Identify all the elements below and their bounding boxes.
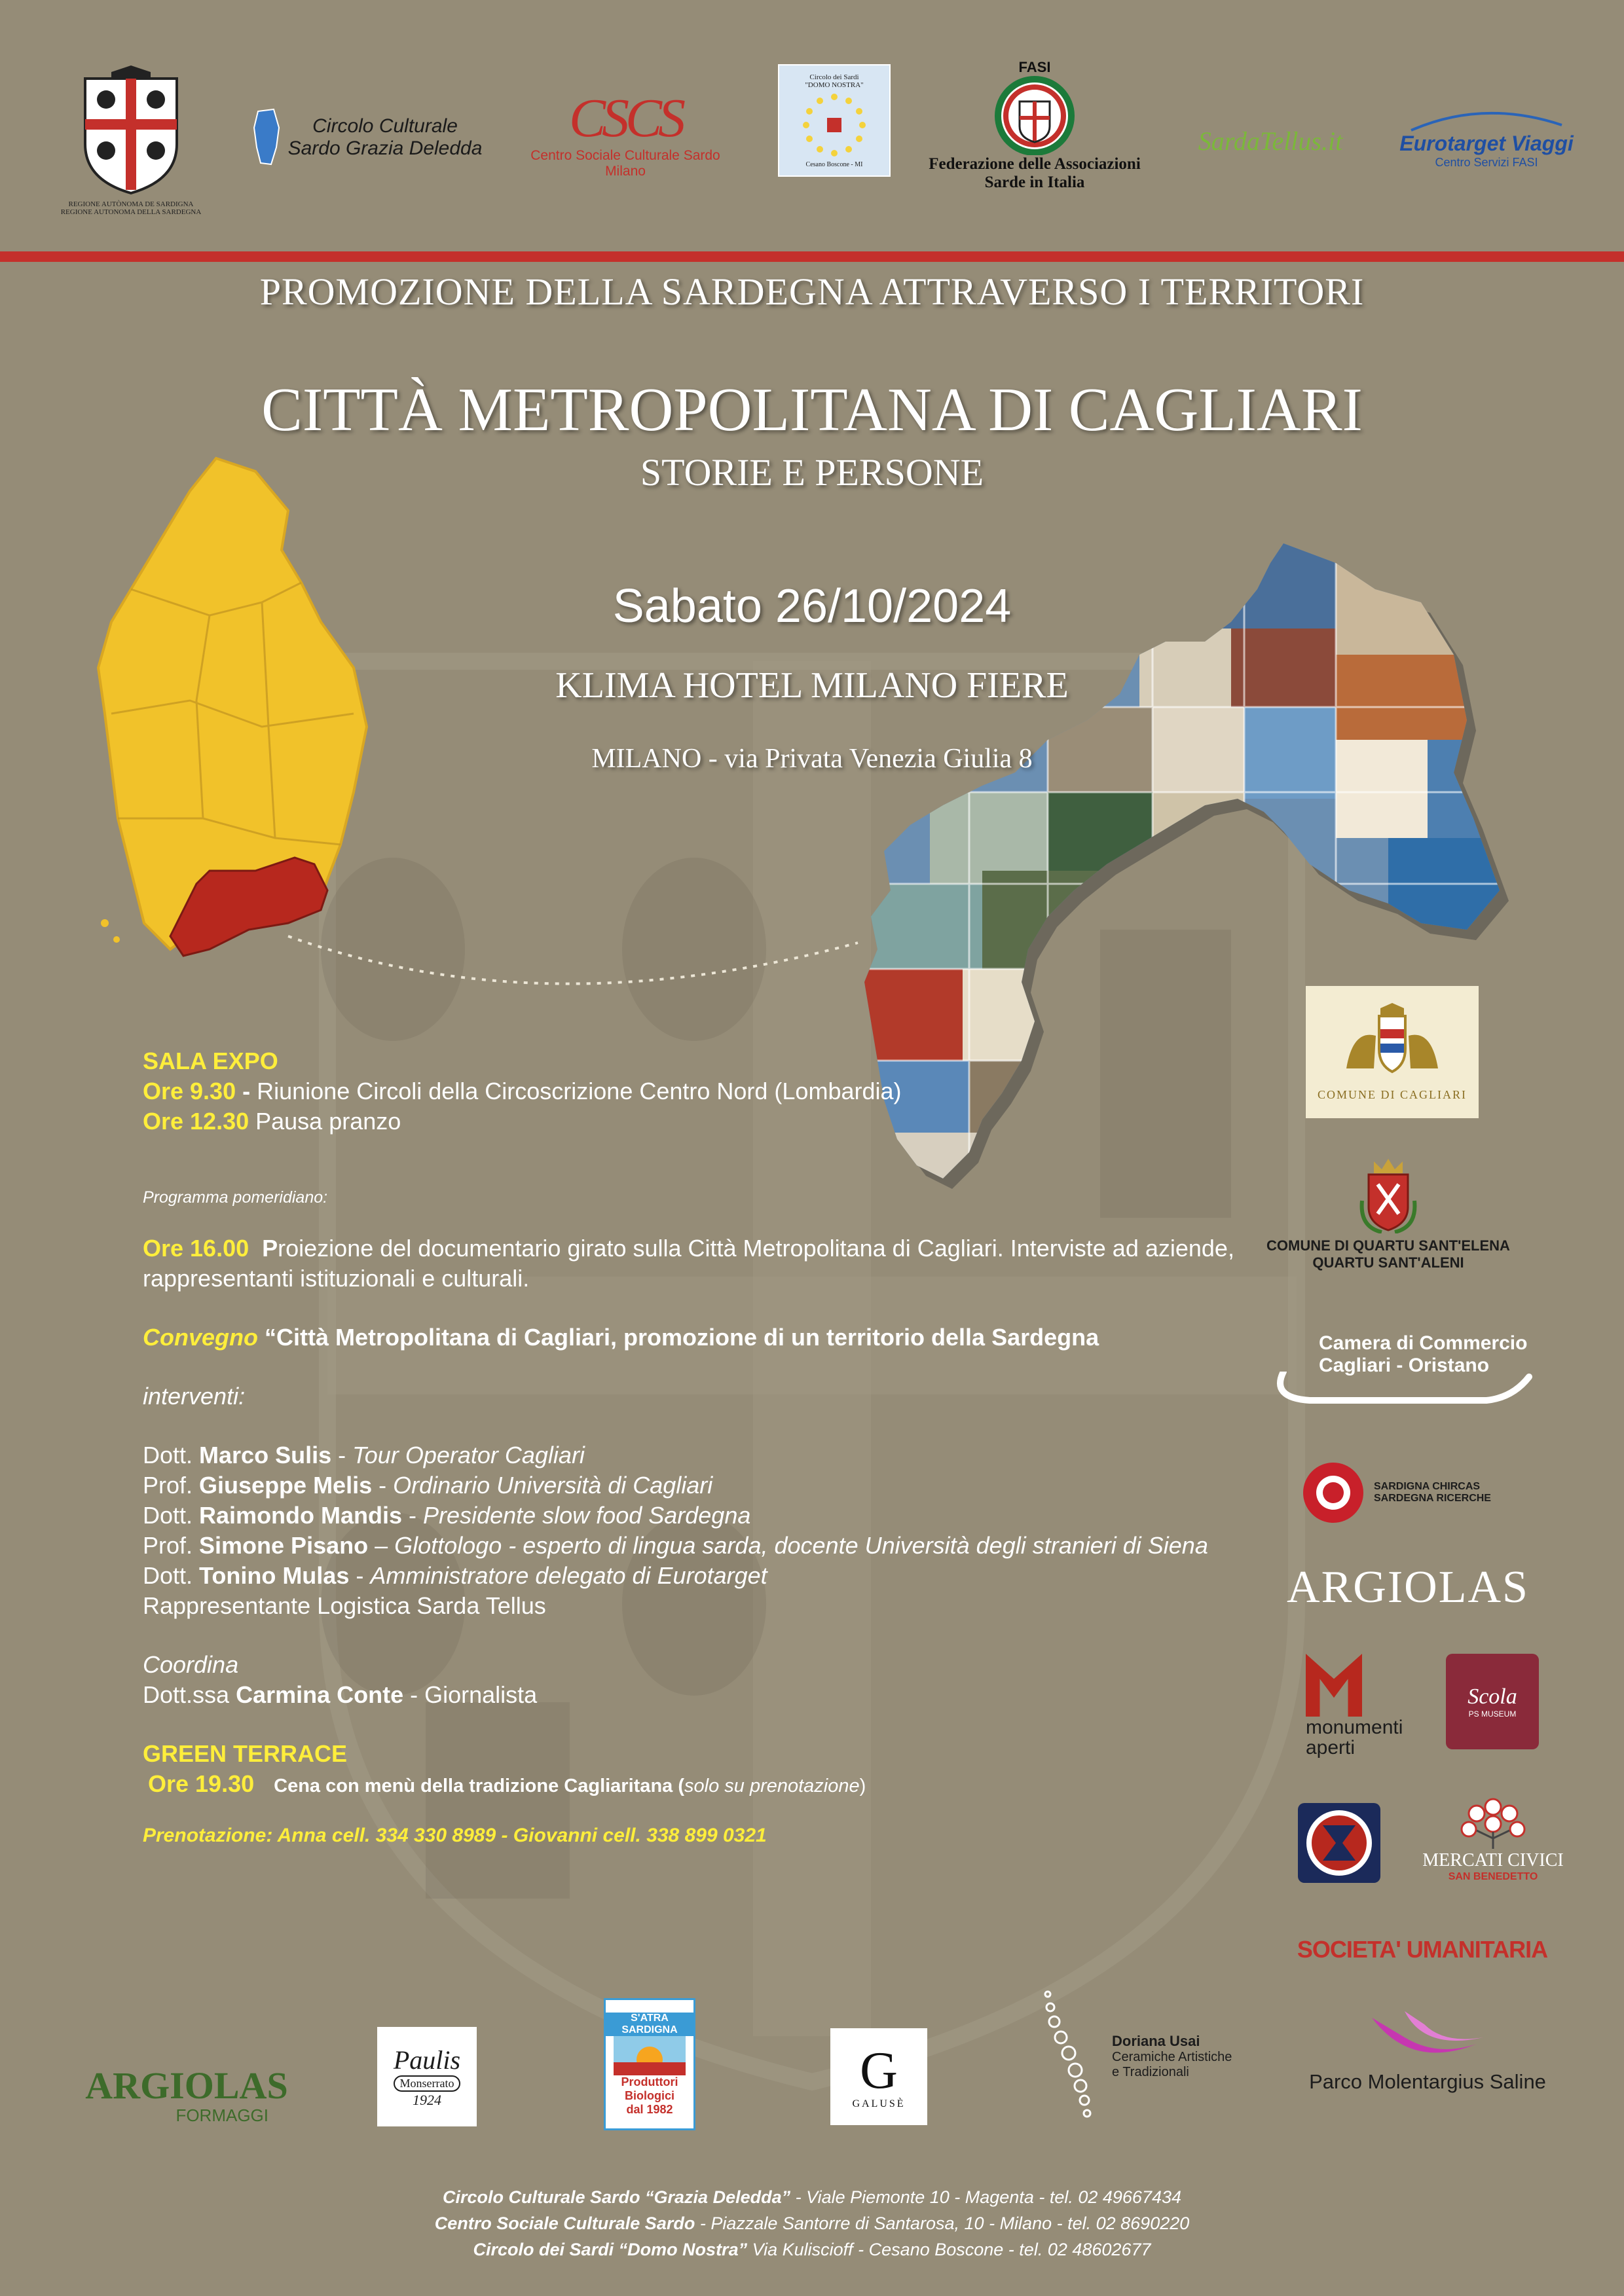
museum-line2: PS MUSEUM — [1468, 1709, 1517, 1719]
doriana-line3: e Tradizionali — [1112, 2065, 1189, 2079]
promo-title: PROMOZIONE DELLA SARDEGNA ATTRAVERSO I TERRITORI — [259, 270, 1365, 313]
doriana-line2: Ceramiche Artistiche — [1112, 2050, 1232, 2064]
domo-line2: "DOMO NOSTRA" — [805, 81, 864, 89]
logo-circolo-deledda — [236, 105, 498, 170]
text-1600: roiezione del documentario girato sulla Città Metropolitana di Cagliari. Interviste ad aziende, rappresentanti istituzionali e culturali. — [143, 1235, 1234, 1292]
program-item-1230 — [143, 1106, 1269, 1137]
rappresentante-line: Rappresentante Logistica Sarda Tellus — [143, 1592, 546, 1619]
mercati-line2: SAN BENEDETTO — [1448, 1871, 1538, 1882]
speaker-3: Prof. Simone Pisano – Glottologo - esperto di lingua sarda, docente Università degli stranieri di Siena — [143, 1532, 1208, 1559]
fasi-line1: Federazione delle Associazioni — [929, 155, 1141, 173]
atra-line1: S'ATRA — [606, 2013, 693, 2024]
eurotarget-line1: Eurotarget Viaggi — [1399, 132, 1574, 155]
logo-monumenti-aperti — [1306, 1650, 1430, 1761]
round-emblem-icon — [1303, 1807, 1375, 1879]
event-venue: KLIMA HOTEL MILANO FIERE — [555, 665, 1069, 706]
coordina-label: Coordina — [143, 1651, 239, 1678]
coordinator: Dott.ssa Carmina Conte - Giornalista — [143, 1681, 538, 1708]
quartu-line2: QUARTU SANT'ALENI — [1312, 1254, 1464, 1271]
sun-burst-icon — [1301, 1460, 1366, 1525]
sardatellus-text: SardaTellus.it — [1198, 126, 1343, 156]
logo-argiolas-formaggi — [85, 2060, 288, 2132]
subtitle: STORIE E PERSONE — [640, 451, 984, 494]
program-morning — [143, 1046, 1269, 1137]
monumenti-m-icon — [1306, 1654, 1362, 1717]
arc-swoosh-icon — [1405, 105, 1568, 132]
program-item-1600: Ore 16.00 Proiezione del documentario girato sulla Città Metropolitana di Cagliari. Interviste ad aziende, rappresentanti istituzionali e culturali. — [143, 1235, 1234, 1292]
logo-mercati-civici — [1414, 1791, 1572, 1889]
chircas-line1: SARDIGNA CHIRCAS — [1374, 1481, 1481, 1492]
logo-comune-quartu — [1257, 1144, 1519, 1282]
stars-circle-icon — [798, 89, 870, 161]
fasi-line2: Sarde in Italia — [984, 173, 1085, 191]
footer-line-2: Centro Sociale Culturale Sardo - Piazzale Santorre di Santarosa, 10 - Milano - tel. 02 8690220 — [434, 2214, 1190, 2233]
museum-line1: Scola — [1467, 1685, 1517, 1709]
convegno-line — [143, 1322, 1256, 1353]
flower-tree-icon — [1450, 1798, 1536, 1850]
logo-doriana-usai — [1035, 1988, 1270, 2125]
quartu-line1: COMUNE DI QUARTU SANT'ELENA — [1266, 1237, 1510, 1254]
cagliari-caption: COMUNE DI CAGLIARI — [1318, 1087, 1467, 1101]
logo-eurotarget — [1382, 98, 1591, 177]
monumenti-line2: aperti — [1306, 1737, 1356, 1758]
header-divider — [0, 251, 1624, 262]
sardinia-map — [92, 452, 393, 989]
time-1930: Ore 19.30 — [148, 1770, 255, 1797]
camera-line2: Cagliari - Oristano — [1319, 1355, 1490, 1376]
green-terrace-heading: GREEN TERRACE — [143, 1740, 348, 1767]
footer-line-1: Circolo Culturale Sardo “Grazia Deledda” - Viale Piemonte 10 - Magenta - tel. 02 49667434 — [442, 2187, 1182, 2207]
header-logo-row — [0, 52, 1624, 229]
camera-swoosh-icon — [1270, 1372, 1532, 1404]
logo-sardegna-ricerche — [1301, 1460, 1523, 1525]
logo-sardatellus — [1189, 111, 1352, 170]
logo-ps-museum — [1446, 1654, 1539, 1749]
domo-line1: Circolo dei Sardi — [809, 73, 859, 81]
convegno-title: “Città Metropolitana di Cagliari, promozione di un territorio della Sardegna — [258, 1324, 1099, 1351]
domo-line3: Cesano Boscone - MI — [805, 160, 863, 168]
quartu-coat-of-arms-icon — [1356, 1155, 1421, 1233]
monumenti-line1: monumenti — [1306, 1717, 1403, 1738]
logo-cross-emblem — [1298, 1803, 1380, 1883]
ceramic-beads-icon — [1035, 1988, 1107, 2125]
csc-mark: CSCS — [568, 88, 682, 149]
interventi-label: interventi: — [143, 1383, 246, 1410]
galuse-mark: G — [860, 2042, 898, 2100]
logo-galuse — [830, 2028, 927, 2125]
logo-csc-milano — [511, 79, 740, 190]
time-1230: Ore 12.30 — [143, 1108, 249, 1135]
program-afternoon — [143, 1233, 1256, 1851]
logo-domo-nostra — [778, 64, 891, 177]
csc-line2: Milano — [605, 164, 646, 179]
dotted-connector-line — [282, 917, 871, 1021]
circolo-deledda-line1: Circolo Culturale — [312, 115, 458, 137]
camera-line1: Camera di Commercio — [1319, 1332, 1528, 1354]
sardinia-outline-icon — [251, 108, 282, 167]
logo-fasi — [917, 59, 1153, 203]
program-item-0930: Ore 9.30 - Riunione Circoli della Circoscrizione Centro Nord (Lombardia) — [143, 1078, 902, 1104]
logo-parco-molentargius — [1297, 2003, 1559, 2102]
argiolas-text: ARGIOLAS — [1287, 1562, 1529, 1613]
regione-line1: REGIONE AUTÒNOMA DE SARDIGNA — [68, 200, 194, 208]
atra-line5: dal 1982 — [626, 2102, 673, 2116]
logo-societa-umanitaria — [1278, 1930, 1566, 1969]
sala-expo-heading: SALA EXPO — [143, 1048, 278, 1074]
prenotazione-line: Prenotazione: Anna cell. 334 330 8989 - Giovanni cell. 338 899 0321 — [143, 1825, 767, 1846]
paulis-line2: Monserrato — [394, 2075, 461, 2092]
logo-argiolas — [1287, 1558, 1529, 1617]
text-1230: Pausa pranzo — [249, 1108, 401, 1135]
argiolas-formaggi-line2: FORMAGGI — [175, 2105, 268, 2125]
chircas-line2: SARDEGNA RICERCHE — [1374, 1493, 1491, 1504]
speaker-0: Dott. Marco Sulis - Tour Operator Cagliari — [143, 1442, 585, 1468]
mercati-line1: MERCATI CIVICI — [1422, 1850, 1564, 1870]
circolo-deledda-line2: Sardo Grazia Deledda — [287, 137, 483, 159]
footer-line-3: Circolo dei Sardi “Domo Nostra” Via Kuliscioff - Cesano Boscone - tel. 02 48602677 — [473, 2240, 1151, 2259]
program-item-1930 — [143, 1769, 1256, 1801]
molentargius-text: Parco Molentargius Saline — [1309, 2070, 1546, 2093]
atra-line2: SARDIGNA — [606, 2024, 693, 2036]
event-address: MILANO - via Privata Venezia Giulia 8 — [591, 744, 1033, 774]
csc-line1: Centro Sociale Culturale Sardo — [530, 148, 720, 163]
atra-line4: Biologici — [625, 2088, 674, 2102]
regione-line2: REGIONE AUTONOMA DELLA SARDEGNA — [60, 208, 202, 216]
fasi-mark: FASI — [1018, 59, 1051, 75]
sun-landscape-icon — [614, 2036, 686, 2075]
time-0930: Ore 9.30 — [143, 1078, 236, 1104]
fasi-emblem-icon — [986, 70, 1084, 155]
speaker-4: Dott. Tonino Mulas - Amministratore delegato di Eurotarget — [143, 1562, 767, 1589]
speaker-1: Prof. Giuseppe Melis - Ordinario Università di Cagliari — [143, 1472, 713, 1499]
eurotarget-line2: Centro Servizi FASI — [1435, 156, 1538, 169]
speaker-2: Dott. Raimondo Mandis - Presidente slow food Sardegna — [143, 1502, 751, 1529]
paulis-line3: 1924 — [413, 2092, 441, 2108]
logo-satra-sardigna — [604, 1998, 695, 2130]
doriana-line1: Doriana Usai — [1112, 2033, 1200, 2049]
flamingo-wings-icon — [1365, 2011, 1490, 2070]
logo-camera-commercio — [1270, 1322, 1545, 1414]
galuse-text: GALUSÈ — [852, 2098, 906, 2109]
text-0930: Riunione Circoli della Circoscrizione Centro Nord (Lombardia) — [257, 1078, 902, 1104]
time-1600: Ore 16.00 — [143, 1235, 249, 1262]
umanitaria-text: SOCIETA' UMANITARIA — [1297, 1936, 1548, 1963]
main-title: CITTÀ METROPOLITANA DI CAGLIARI — [261, 376, 1363, 444]
event-date: Sabato 26/10/2024 — [612, 580, 1012, 632]
paulis-line1: Paulis — [393, 2045, 461, 2075]
convegno-label: Convegno — [143, 1324, 258, 1351]
logo-regione-sardegna — [52, 59, 210, 223]
program-pomeridiano-label: Programma pomeridiano: — [143, 1188, 328, 1207]
argiolas-formaggi-line1: ARGIOLAS — [85, 2064, 288, 2107]
atra-line3: Produttori — [621, 2075, 678, 2088]
text-1930: Cena con menù della tradizione Cagliaritana (solo su prenotazione) — [274, 1776, 866, 1796]
logo-paulis — [377, 2027, 477, 2126]
logo-comune-cagliari — [1306, 986, 1479, 1118]
footer-contacts — [0, 2184, 1624, 2263]
regione-shield-icon — [72, 65, 190, 196]
cagliari-coat-of-arms-icon — [1327, 1003, 1458, 1082]
